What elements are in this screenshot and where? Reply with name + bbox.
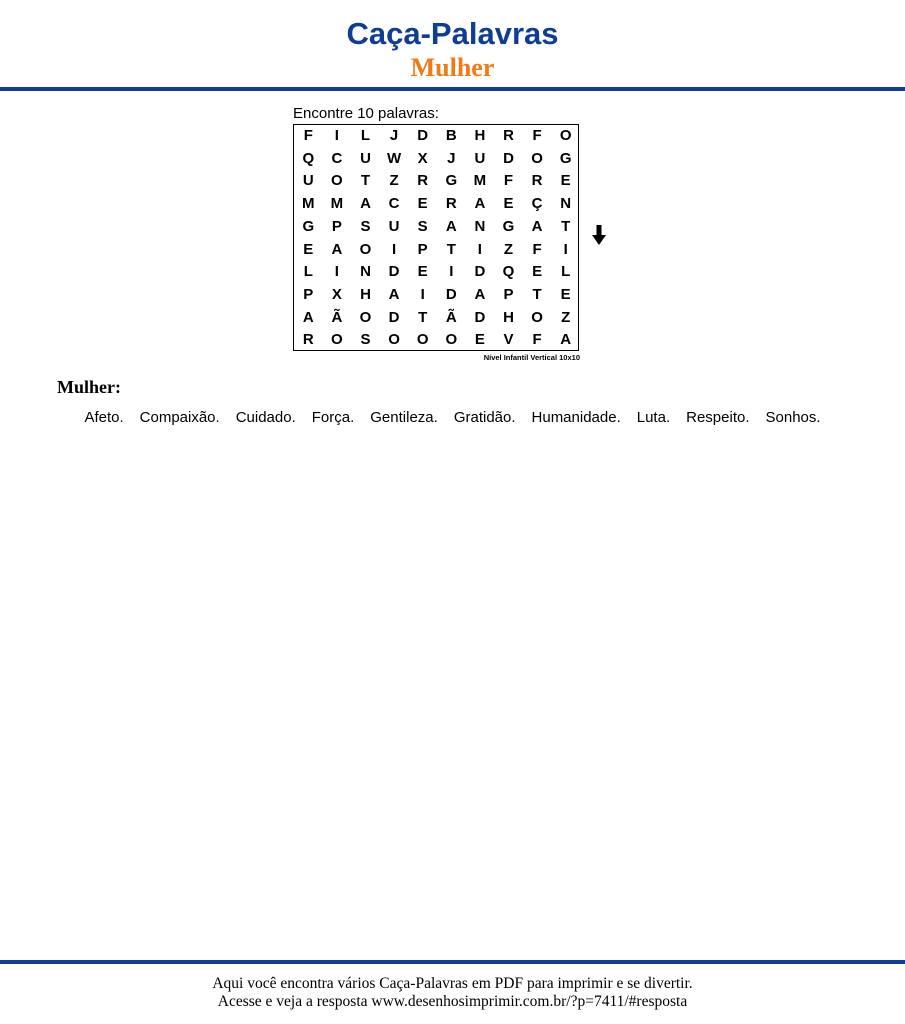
word-list-item: Compaixão. bbox=[139, 409, 220, 426]
grid-cell: F bbox=[503, 172, 514, 190]
grid-cell: R bbox=[417, 172, 429, 190]
grid-row bbox=[294, 216, 578, 239]
grid-cell: I bbox=[477, 240, 482, 258]
grid-cell: A bbox=[474, 195, 486, 213]
page-subtitle: Mulher bbox=[410, 53, 495, 82]
grid-cell: H bbox=[503, 308, 514, 326]
grid-cell: I bbox=[420, 285, 425, 303]
grid-cell: A bbox=[388, 285, 400, 303]
grid-cell: S bbox=[417, 217, 428, 235]
grid-cell: L bbox=[303, 263, 313, 281]
grid-cell: M bbox=[473, 172, 487, 190]
grid-row bbox=[294, 307, 578, 330]
grid-cell: I bbox=[563, 240, 568, 258]
word-list-item: Respeito. bbox=[686, 409, 750, 426]
grid-cell: U bbox=[474, 149, 486, 167]
grid-cell: U bbox=[388, 217, 400, 235]
grid-cell: T bbox=[532, 285, 542, 303]
grid-cell: R bbox=[445, 195, 457, 213]
grid-cell: O bbox=[359, 240, 372, 258]
grid-cell: M bbox=[330, 195, 344, 213]
grid-cell: F bbox=[532, 240, 542, 258]
grid-cell: H bbox=[360, 285, 371, 303]
grid-cell: U bbox=[302, 172, 314, 190]
grid-cell: H bbox=[474, 127, 486, 144]
grid-row bbox=[294, 284, 578, 307]
word-list-item: Gentileza. bbox=[370, 409, 438, 426]
grid-cell: E bbox=[560, 285, 571, 303]
word-list-item: Afeto. bbox=[84, 409, 124, 426]
grid-cell: E bbox=[532, 263, 543, 281]
puzzle-instruction: Encontre 10 palavras: bbox=[293, 105, 439, 122]
grid-row bbox=[294, 239, 578, 262]
grid-cell: G bbox=[502, 217, 515, 235]
word-list-item: Gratidão. bbox=[453, 409, 516, 426]
footer bbox=[0, 975, 905, 1011]
grid-cell: D bbox=[474, 308, 486, 326]
grid-row bbox=[294, 261, 578, 284]
grid-cell: X bbox=[331, 285, 342, 303]
grid-cell: D bbox=[474, 263, 486, 281]
grid-cell: O bbox=[531, 149, 543, 167]
grid-cell: Q bbox=[302, 149, 315, 167]
grid-cell: O bbox=[531, 308, 543, 326]
grid-cell: T bbox=[446, 240, 456, 258]
grid-cell: O bbox=[388, 331, 400, 349]
word-list-item: Cuidado. bbox=[235, 409, 296, 426]
grid-cell: A bbox=[331, 240, 343, 258]
grid-row bbox=[294, 193, 578, 216]
grid-cell: C bbox=[331, 149, 343, 167]
grid-cell: J bbox=[389, 127, 399, 144]
grid-cell: E bbox=[417, 195, 428, 213]
grid-cell: G bbox=[445, 172, 458, 190]
word-list-item: Sonhos. bbox=[765, 409, 821, 426]
grid-cell: N bbox=[360, 263, 371, 281]
footer-divider bbox=[0, 960, 905, 964]
grid-cell: S bbox=[360, 331, 371, 349]
word-list-item: Humanidade. bbox=[531, 409, 621, 426]
grid-cell: O bbox=[416, 331, 429, 349]
word-list-item: Força. bbox=[311, 409, 355, 426]
grid-cell: B bbox=[445, 127, 457, 144]
header-divider bbox=[0, 87, 905, 91]
grid-cell: R bbox=[531, 172, 543, 190]
page-title: Caça-Palavras bbox=[346, 16, 559, 51]
grid-cell: A bbox=[302, 308, 314, 326]
grid-cell: I bbox=[334, 127, 339, 144]
grid-cell: E bbox=[417, 263, 428, 281]
grid-cell: G bbox=[559, 149, 572, 167]
grid-cell: O bbox=[445, 331, 458, 349]
footer-line-2: Acesse e veja a resposta www.desenhosimprimir.com.br/?p=7411/#resposta bbox=[217, 993, 688, 1010]
grid-row bbox=[294, 170, 578, 193]
grid-cell: Z bbox=[561, 308, 571, 326]
grid-cell: F bbox=[303, 127, 313, 144]
grid-cell: D bbox=[503, 149, 514, 167]
word-search-grid bbox=[293, 124, 579, 351]
grid-cell: S bbox=[360, 217, 371, 235]
grid-cell: F bbox=[532, 127, 542, 144]
word-list bbox=[40, 403, 865, 432]
grid-cell: E bbox=[503, 195, 514, 213]
grid-cell: I bbox=[392, 240, 397, 258]
grid-cell: Z bbox=[389, 172, 399, 190]
grid-row bbox=[294, 125, 578, 148]
grid-cell: M bbox=[302, 195, 315, 213]
grid-cell: F bbox=[532, 331, 542, 349]
grid-cell: L bbox=[360, 127, 371, 144]
level-label: Nível Infantil Vertical 10x10 bbox=[483, 353, 580, 362]
grid-cell: V bbox=[503, 331, 514, 349]
grid-cell: Ã bbox=[445, 308, 457, 326]
grid-cell: O bbox=[559, 127, 572, 144]
arrow-down-icon bbox=[591, 224, 607, 246]
grid-cell: O bbox=[359, 308, 372, 326]
grid-cell: P bbox=[331, 217, 342, 235]
grid-cell: Z bbox=[503, 240, 514, 258]
grid-cell: T bbox=[418, 308, 428, 326]
word-list-item: Luta. bbox=[636, 409, 671, 426]
grid-cell: Q bbox=[502, 263, 515, 281]
grid-cell: C bbox=[388, 195, 400, 213]
grid-cell: I bbox=[449, 263, 454, 281]
grid-cell: R bbox=[503, 127, 514, 144]
grid-cell: Ã bbox=[331, 308, 343, 326]
grid-cell: E bbox=[303, 240, 314, 258]
grid-cell: O bbox=[331, 331, 343, 349]
grid-cell: A bbox=[360, 195, 371, 213]
grid-cell: N bbox=[560, 195, 572, 213]
grid-cell: G bbox=[302, 217, 315, 235]
grid-cell: L bbox=[561, 263, 571, 281]
grid-cell: R bbox=[302, 331, 314, 349]
grid-row bbox=[294, 329, 578, 352]
grid-cell: D bbox=[388, 263, 400, 281]
grid-cell: E bbox=[560, 172, 571, 190]
grid-cell: W bbox=[387, 149, 402, 167]
grid-cell: T bbox=[360, 172, 371, 190]
grid-cell: D bbox=[417, 127, 429, 144]
grid-cell: A bbox=[445, 217, 457, 235]
grid-cell: D bbox=[445, 285, 457, 303]
grid-cell: J bbox=[447, 149, 456, 167]
grid-cell: A bbox=[531, 217, 543, 235]
grid-cell: U bbox=[360, 149, 371, 167]
grid-cell: P bbox=[417, 240, 428, 258]
grid-cell: A bbox=[474, 285, 486, 303]
grid-cell: A bbox=[560, 331, 572, 349]
grid-row bbox=[294, 148, 578, 171]
grid-cell: T bbox=[561, 217, 571, 235]
grid-cell: E bbox=[474, 331, 485, 349]
grid-cell: D bbox=[388, 308, 400, 326]
word-list-title: Mulher: bbox=[57, 377, 121, 397]
footer-line-1: Aqui você encontra vários Caça-Palavras em PDF para imprimir e se divertir. bbox=[212, 975, 693, 992]
grid-cell: X bbox=[417, 149, 428, 167]
grid-cell: I bbox=[334, 263, 339, 281]
grid-cell: P bbox=[303, 285, 314, 303]
grid-cell: N bbox=[474, 217, 486, 235]
grid-cell: P bbox=[503, 285, 514, 303]
grid-cell: O bbox=[331, 172, 343, 190]
grid-cell: Ç bbox=[531, 195, 543, 213]
